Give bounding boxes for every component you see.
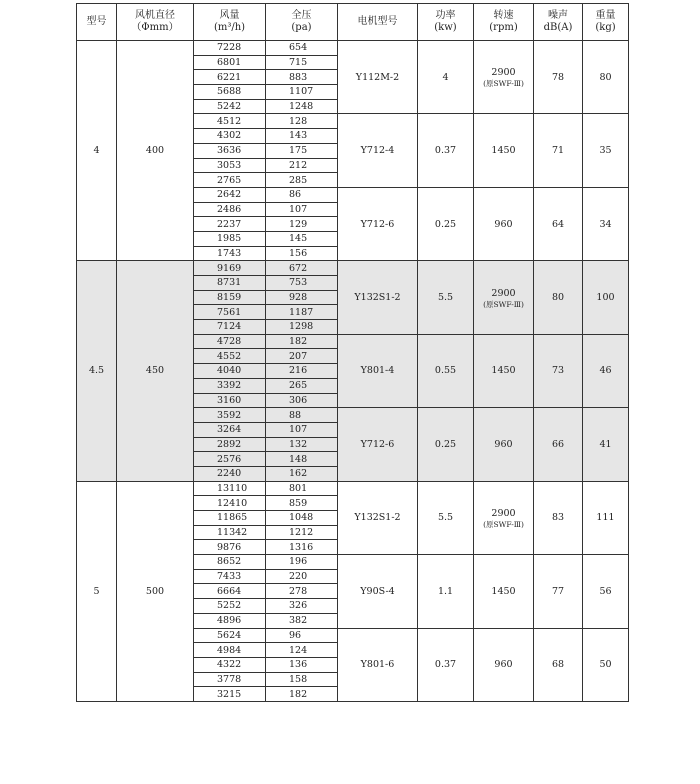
diameter-cell: 500 bbox=[117, 481, 194, 701]
header-noise: 噪声 dB(A) bbox=[534, 4, 583, 41]
flow-cell: 5252 bbox=[194, 599, 266, 614]
pressure-cell: 654 bbox=[266, 41, 338, 56]
header-motor: 电机型号 bbox=[338, 4, 418, 41]
speed-cell bbox=[474, 408, 534, 481]
header-diameter: 风机直径 （Φmm） bbox=[117, 4, 194, 41]
speed-note: (原SWF-Ⅲ) bbox=[483, 519, 524, 529]
flow-cell: 2892 bbox=[194, 437, 266, 452]
speed-value: 960 bbox=[494, 218, 513, 230]
noise-cell: 80 bbox=[534, 261, 583, 334]
model-cell: 4.5 bbox=[77, 261, 117, 481]
flow-cell: 1985 bbox=[194, 231, 266, 246]
motor-cell: Y132S1-2 bbox=[338, 261, 418, 334]
flow-cell: 7433 bbox=[194, 569, 266, 584]
pressure-cell: 801 bbox=[266, 481, 338, 496]
flow-cell: 3392 bbox=[194, 378, 266, 393]
header-model: 型号 bbox=[77, 4, 117, 41]
pressure-cell: 96 bbox=[266, 628, 338, 643]
flow-cell: 2486 bbox=[194, 202, 266, 217]
flow-cell: 3778 bbox=[194, 672, 266, 687]
flow-cell: 2237 bbox=[194, 217, 266, 232]
flow-cell: 4552 bbox=[194, 349, 266, 364]
speed-note: (原SWF-Ⅲ) bbox=[483, 299, 524, 309]
pressure-cell: 145 bbox=[266, 231, 338, 246]
pressure-cell: 278 bbox=[266, 584, 338, 599]
flow-cell: 7124 bbox=[194, 320, 266, 335]
noise-cell: 83 bbox=[534, 481, 583, 554]
flow-cell: 3592 bbox=[194, 408, 266, 423]
flow-cell: 6221 bbox=[194, 70, 266, 85]
diameter-cell: 400 bbox=[117, 41, 194, 261]
flow-cell: 9876 bbox=[194, 540, 266, 555]
speed-value: 1450 bbox=[491, 585, 516, 597]
speed-cell bbox=[474, 481, 534, 554]
speed-cell bbox=[474, 41, 534, 114]
motor-cell: Y712-6 bbox=[338, 408, 418, 481]
power-cell: 0.37 bbox=[418, 114, 474, 187]
weight-cell: 41 bbox=[583, 408, 629, 481]
power-cell: 5.5 bbox=[418, 481, 474, 554]
flow-cell: 7561 bbox=[194, 305, 266, 320]
speed-cell bbox=[474, 628, 534, 701]
pressure-cell: 928 bbox=[266, 290, 338, 305]
header-pressure: 全压 (pa) bbox=[266, 4, 338, 41]
weight-cell: 56 bbox=[583, 555, 629, 628]
speed-cell bbox=[474, 187, 534, 260]
pressure-cell: 715 bbox=[266, 55, 338, 70]
table-row bbox=[77, 261, 629, 276]
flow-cell: 3053 bbox=[194, 158, 266, 173]
flow-cell: 11865 bbox=[194, 511, 266, 526]
motor-cell: Y712-6 bbox=[338, 187, 418, 260]
power-cell: 5.5 bbox=[418, 261, 474, 334]
header-flow: 风量 (m³/h) bbox=[194, 4, 266, 41]
flow-cell: 4322 bbox=[194, 657, 266, 672]
motor-cell: Y712-4 bbox=[338, 114, 418, 187]
speed-note: (原SWF-Ⅲ) bbox=[483, 79, 524, 89]
pressure-cell: 182 bbox=[266, 334, 338, 349]
pressure-cell: 382 bbox=[266, 613, 338, 628]
pressure-cell: 158 bbox=[266, 672, 338, 687]
flow-cell: 5688 bbox=[194, 85, 266, 100]
pressure-cell: 196 bbox=[266, 555, 338, 570]
header-weight: 重量 (kg) bbox=[583, 4, 629, 41]
model-cell: 5 bbox=[77, 481, 117, 701]
pressure-cell: 182 bbox=[266, 687, 338, 702]
flow-cell: 11342 bbox=[194, 525, 266, 540]
flow-cell: 2642 bbox=[194, 187, 266, 202]
diameter-cell: 450 bbox=[117, 261, 194, 481]
pressure-cell: 175 bbox=[266, 143, 338, 158]
flow-cell: 12410 bbox=[194, 496, 266, 511]
fan-spec-table bbox=[76, 3, 629, 702]
speed-cell bbox=[474, 334, 534, 407]
speed-value: 2900 bbox=[491, 287, 516, 299]
pressure-cell: 672 bbox=[266, 261, 338, 276]
pressure-cell: 86 bbox=[266, 187, 338, 202]
header-row bbox=[77, 4, 629, 41]
weight-cell: 35 bbox=[583, 114, 629, 187]
speed-cell bbox=[474, 114, 534, 187]
flow-cell: 3264 bbox=[194, 422, 266, 437]
flow-cell: 8731 bbox=[194, 276, 266, 291]
spec-body bbox=[77, 41, 629, 702]
flow-cell: 4512 bbox=[194, 114, 266, 129]
flow-cell: 8159 bbox=[194, 290, 266, 305]
pressure-cell: 128 bbox=[266, 114, 338, 129]
noise-cell: 64 bbox=[534, 187, 583, 260]
pressure-cell: 326 bbox=[266, 599, 338, 614]
pressure-cell: 306 bbox=[266, 393, 338, 408]
pressure-cell: 285 bbox=[266, 173, 338, 188]
pressure-cell: 162 bbox=[266, 466, 338, 481]
speed-value: 2900 bbox=[491, 67, 516, 79]
noise-cell: 78 bbox=[534, 41, 583, 114]
speed-value: 1450 bbox=[491, 145, 516, 157]
power-cell: 0.37 bbox=[418, 628, 474, 701]
weight-cell: 46 bbox=[583, 334, 629, 407]
pressure-cell: 207 bbox=[266, 349, 338, 364]
pressure-cell: 107 bbox=[266, 422, 338, 437]
speed-cell bbox=[474, 555, 534, 628]
pressure-cell: 136 bbox=[266, 657, 338, 672]
weight-cell: 80 bbox=[583, 41, 629, 114]
speed-value: 960 bbox=[494, 659, 513, 671]
speed-value: 1450 bbox=[491, 365, 516, 377]
pressure-cell: 107 bbox=[266, 202, 338, 217]
flow-cell: 9169 bbox=[194, 261, 266, 276]
pressure-cell: 1187 bbox=[266, 305, 338, 320]
noise-cell: 73 bbox=[534, 334, 583, 407]
speed-value: 2900 bbox=[491, 507, 516, 519]
flow-cell: 7228 bbox=[194, 41, 266, 56]
flow-cell: 8652 bbox=[194, 555, 266, 570]
pressure-cell: 212 bbox=[266, 158, 338, 173]
pressure-cell: 859 bbox=[266, 496, 338, 511]
power-cell: 4 bbox=[418, 41, 474, 114]
pressure-cell: 132 bbox=[266, 437, 338, 452]
flow-cell: 4302 bbox=[194, 129, 266, 144]
pressure-cell: 156 bbox=[266, 246, 338, 261]
motor-cell: Y90S-4 bbox=[338, 555, 418, 628]
flow-cell: 2576 bbox=[194, 452, 266, 467]
flow-cell: 6801 bbox=[194, 55, 266, 70]
pressure-cell: 216 bbox=[266, 364, 338, 379]
flow-cell: 1743 bbox=[194, 246, 266, 261]
motor-cell: Y112M-2 bbox=[338, 41, 418, 114]
flow-cell: 13110 bbox=[194, 481, 266, 496]
weight-cell: 50 bbox=[583, 628, 629, 701]
weight-cell: 100 bbox=[583, 261, 629, 334]
flow-cell: 2240 bbox=[194, 466, 266, 481]
pressure-cell: 1248 bbox=[266, 99, 338, 114]
flow-cell: 6664 bbox=[194, 584, 266, 599]
motor-cell: Y132S1-2 bbox=[338, 481, 418, 554]
pressure-cell: 220 bbox=[266, 569, 338, 584]
table-row bbox=[77, 481, 629, 496]
power-cell: 0.55 bbox=[418, 334, 474, 407]
flow-cell: 4984 bbox=[194, 643, 266, 658]
motor-cell: Y801-4 bbox=[338, 334, 418, 407]
flow-cell: 3636 bbox=[194, 143, 266, 158]
weight-cell: 111 bbox=[583, 481, 629, 554]
speed-cell bbox=[474, 261, 534, 334]
pressure-cell: 129 bbox=[266, 217, 338, 232]
model-cell: 4 bbox=[77, 41, 117, 261]
power-cell: 0.25 bbox=[418, 187, 474, 260]
flow-cell: 4040 bbox=[194, 364, 266, 379]
pressure-cell: 883 bbox=[266, 70, 338, 85]
noise-cell: 71 bbox=[534, 114, 583, 187]
noise-cell: 66 bbox=[534, 408, 583, 481]
flow-cell: 5624 bbox=[194, 628, 266, 643]
pressure-cell: 753 bbox=[266, 276, 338, 291]
pressure-cell: 88 bbox=[266, 408, 338, 423]
pressure-cell: 1048 bbox=[266, 511, 338, 526]
flow-cell: 5242 bbox=[194, 99, 266, 114]
flow-cell: 4728 bbox=[194, 334, 266, 349]
pressure-cell: 1107 bbox=[266, 85, 338, 100]
weight-cell: 34 bbox=[583, 187, 629, 260]
table-row bbox=[77, 41, 629, 56]
speed-value: 960 bbox=[494, 438, 513, 450]
flow-cell: 3160 bbox=[194, 393, 266, 408]
pressure-cell: 124 bbox=[266, 643, 338, 658]
power-cell: 0.25 bbox=[418, 408, 474, 481]
header-speed: 转速 (rpm) bbox=[474, 4, 534, 41]
pressure-cell: 1212 bbox=[266, 525, 338, 540]
power-cell: 1.1 bbox=[418, 555, 474, 628]
pressure-cell: 148 bbox=[266, 452, 338, 467]
pressure-cell: 1298 bbox=[266, 320, 338, 335]
header-power: 功率 (kw) bbox=[418, 4, 474, 41]
pressure-cell: 265 bbox=[266, 378, 338, 393]
flow-cell: 3215 bbox=[194, 687, 266, 702]
flow-cell: 4896 bbox=[194, 613, 266, 628]
flow-cell: 2765 bbox=[194, 173, 266, 188]
noise-cell: 77 bbox=[534, 555, 583, 628]
noise-cell: 68 bbox=[534, 628, 583, 701]
pressure-cell: 143 bbox=[266, 129, 338, 144]
motor-cell: Y801-6 bbox=[338, 628, 418, 701]
pressure-cell: 1316 bbox=[266, 540, 338, 555]
